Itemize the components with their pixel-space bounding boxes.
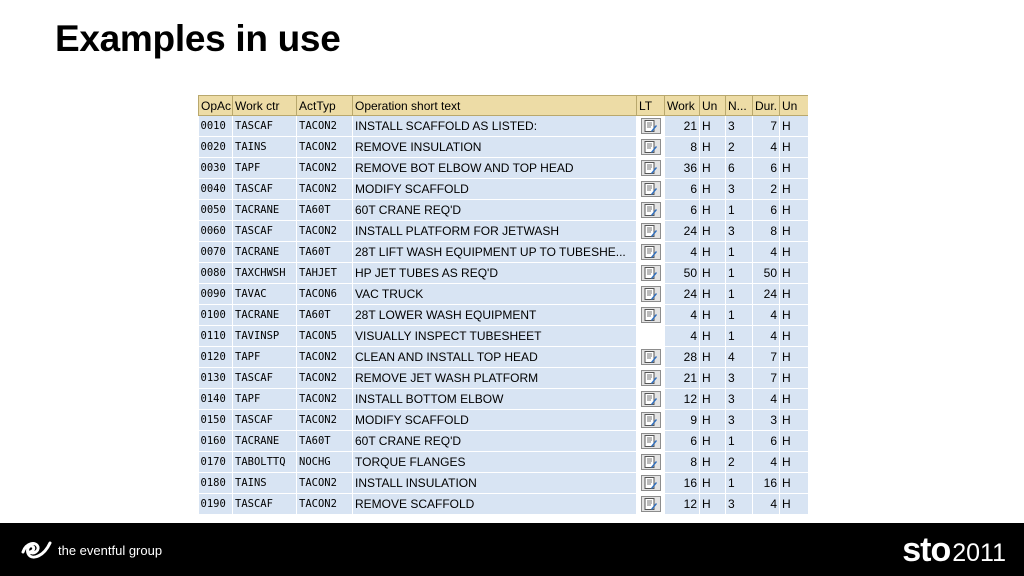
cell-operation-text[interactable]: INSTALL INSULATION — [353, 473, 637, 494]
cell-un2[interactable]: H — [780, 347, 809, 368]
document-edit-icon[interactable] — [641, 202, 661, 218]
table-row[interactable] — [199, 389, 809, 410]
cell-work[interactable]: 4 — [665, 305, 700, 326]
document-edit-icon[interactable] — [641, 475, 661, 491]
cell-dur[interactable]: 2 — [753, 179, 780, 200]
cell-un2[interactable]: H — [780, 389, 809, 410]
cell-acttyp[interactable]: TACON2 — [297, 137, 353, 158]
cell-operation-text[interactable]: CLEAN AND INSTALL TOP HEAD — [353, 347, 637, 368]
operations-grid — [198, 95, 808, 515]
table-row[interactable] — [199, 263, 809, 284]
cell-n[interactable]: 1 — [726, 305, 753, 326]
cell-un2[interactable]: H — [780, 284, 809, 305]
table-row[interactable] — [199, 200, 809, 221]
cell-operation-text[interactable]: INSTALL PLATFORM FOR JETWASH — [353, 221, 637, 242]
cell-dur[interactable]: 7 — [753, 116, 780, 137]
cell-un2[interactable]: H — [780, 368, 809, 389]
cell-n[interactable]: 1 — [726, 263, 753, 284]
table-header-row — [199, 96, 809, 116]
cell-n[interactable]: 4 — [726, 347, 753, 368]
cell-operation-text[interactable]: 28T LIFT WASH EQUIPMENT UP TO TUBESHE... — [353, 242, 637, 263]
cell-acttyp[interactable]: TA60T — [297, 431, 353, 452]
table-row[interactable] — [199, 452, 809, 473]
cell-un[interactable]: H — [700, 473, 726, 494]
cell-work-ctr[interactable]: TACRANE — [233, 200, 297, 221]
cell-n[interactable]: 3 — [726, 179, 753, 200]
cell-work-ctr[interactable]: TAPF — [233, 389, 297, 410]
cell-opac[interactable]: 0170 — [199, 452, 233, 473]
document-edit-icon[interactable] — [641, 181, 661, 197]
cell-n[interactable]: 2 — [726, 452, 753, 473]
cell-work-ctr[interactable]: TAVINSP — [233, 326, 297, 347]
table-row[interactable] — [199, 410, 809, 431]
cell-work-ctr[interactable]: TASCAF — [233, 368, 297, 389]
cell-lt[interactable] — [637, 452, 665, 473]
cell-opac[interactable]: 0140 — [199, 389, 233, 410]
cell-dur[interactable]: 24 — [753, 284, 780, 305]
col-header-un2[interactable]: Un — [780, 96, 809, 116]
cell-un2[interactable]: H — [780, 452, 809, 473]
cell-work-ctr[interactable]: TAINS — [233, 137, 297, 158]
cell-lt[interactable] — [637, 368, 665, 389]
cell-work-ctr[interactable]: TAPF — [233, 158, 297, 179]
cell-operation-text[interactable]: VISUALLY INSPECT TUBESHEET — [353, 326, 637, 347]
sto-logo — [902, 531, 1006, 570]
cell-un[interactable]: H — [700, 179, 726, 200]
cell-work[interactable]: 4 — [665, 326, 700, 347]
col-header-work[interactable]: Work — [665, 96, 700, 116]
cell-work[interactable]: 21 — [665, 368, 700, 389]
cell-un[interactable]: H — [700, 494, 726, 515]
cell-opac[interactable]: 0120 — [199, 347, 233, 368]
cell-un[interactable]: H — [700, 137, 726, 158]
table-body — [199, 116, 809, 515]
cell-un2[interactable]: H — [780, 473, 809, 494]
cell-un2[interactable]: H — [780, 179, 809, 200]
cell-work[interactable]: 21 — [665, 116, 700, 137]
cell-work[interactable]: 12 — [665, 494, 700, 515]
cell-acttyp[interactable]: TACON5 — [297, 326, 353, 347]
cell-opac[interactable]: 0050 — [199, 200, 233, 221]
document-edit-icon[interactable] — [641, 139, 661, 155]
cell-work-ctr[interactable]: TAINS — [233, 473, 297, 494]
cell-acttyp[interactable]: TACON2 — [297, 410, 353, 431]
cell-n[interactable]: 3 — [726, 221, 753, 242]
cell-un2[interactable]: H — [780, 410, 809, 431]
cell-operation-text[interactable]: REMOVE JET WASH PLATFORM — [353, 368, 637, 389]
cell-acttyp[interactable]: TACON2 — [297, 368, 353, 389]
cell-n[interactable]: 3 — [726, 389, 753, 410]
col-header-lt[interactable]: LT — [637, 96, 665, 116]
cell-operation-text[interactable]: VAC TRUCK — [353, 284, 637, 305]
cell-un2[interactable]: H — [780, 263, 809, 284]
cell-work-ctr[interactable]: TACRANE — [233, 305, 297, 326]
cell-work[interactable]: 6 — [665, 200, 700, 221]
cell-lt[interactable] — [637, 158, 665, 179]
cell-n[interactable]: 3 — [726, 410, 753, 431]
cell-work-ctr[interactable]: TAVAC — [233, 284, 297, 305]
document-edit-icon[interactable] — [641, 391, 661, 407]
cell-opac[interactable]: 0020 — [199, 137, 233, 158]
cell-dur[interactable]: 4 — [753, 242, 780, 263]
cell-work-ctr[interactable]: TASCAF — [233, 494, 297, 515]
cell-acttyp[interactable]: TACON2 — [297, 158, 353, 179]
cell-acttyp[interactable]: TACON2 — [297, 389, 353, 410]
cell-work-ctr[interactable]: TASCAF — [233, 116, 297, 137]
cell-lt[interactable] — [637, 137, 665, 158]
cell-n[interactable]: 3 — [726, 116, 753, 137]
cell-opac[interactable]: 0150 — [199, 410, 233, 431]
document-edit-icon[interactable] — [641, 286, 661, 302]
document-edit-icon[interactable] — [641, 265, 661, 281]
document-edit-icon[interactable] — [641, 412, 661, 428]
cell-dur[interactable]: 4 — [753, 389, 780, 410]
cell-dur[interactable]: 16 — [753, 473, 780, 494]
cell-n[interactable]: 3 — [726, 494, 753, 515]
cell-un[interactable]: H — [700, 221, 726, 242]
cell-lt[interactable] — [637, 431, 665, 452]
cell-work-ctr[interactable]: TASCAF — [233, 410, 297, 431]
cell-opac[interactable]: 0030 — [199, 158, 233, 179]
cell-un2[interactable]: H — [780, 158, 809, 179]
cell-opac[interactable]: 0070 — [199, 242, 233, 263]
table-row[interactable] — [199, 494, 809, 515]
cell-acttyp[interactable]: TACON2 — [297, 179, 353, 200]
cell-work-ctr[interactable]: TASCAF — [233, 221, 297, 242]
cell-dur[interactable]: 4 — [753, 137, 780, 158]
operations-table — [198, 95, 808, 515]
cell-dur[interactable]: 4 — [753, 326, 780, 347]
table-row[interactable] — [199, 221, 809, 242]
table-row[interactable] — [199, 158, 809, 179]
cell-work-ctr[interactable]: TACRANE — [233, 242, 297, 263]
cell-n[interactable]: 1 — [726, 431, 753, 452]
document-edit-icon[interactable] — [641, 370, 661, 386]
cell-work[interactable]: 16 — [665, 473, 700, 494]
cell-n[interactable]: 6 — [726, 158, 753, 179]
cell-operation-text[interactable]: MODIFY SCAFFOLD — [353, 410, 637, 431]
cell-operation-text[interactable]: 28T LOWER WASH EQUIPMENT — [353, 305, 637, 326]
cell-un[interactable]: H — [700, 263, 726, 284]
col-header-un[interactable]: Un — [700, 96, 726, 116]
cell-acttyp[interactable]: NOCHG — [297, 452, 353, 473]
cell-acttyp[interactable]: TACON2 — [297, 221, 353, 242]
cell-work[interactable]: 8 — [665, 452, 700, 473]
cell-dur[interactable]: 50 — [753, 263, 780, 284]
cell-un2[interactable]: H — [780, 326, 809, 347]
sto-mark: sto — [902, 531, 951, 569]
cell-operation-text[interactable]: 60T CRANE REQ'D — [353, 431, 637, 452]
document-edit-icon[interactable] — [641, 454, 661, 470]
sto-year: 2011 — [952, 539, 1006, 567]
cell-un2[interactable]: H — [780, 305, 809, 326]
brand-text: the eventful group — [58, 542, 163, 558]
col-header-dur[interactable]: Dur. — [753, 96, 780, 116]
cell-acttyp[interactable]: TACON2 — [297, 116, 353, 137]
cell-lt[interactable] — [637, 242, 665, 263]
cell-dur[interactable]: 8 — [753, 221, 780, 242]
cell-operation-text[interactable]: REMOVE BOT ELBOW AND TOP HEAD — [353, 158, 637, 179]
cell-un[interactable]: H — [700, 326, 726, 347]
cell-acttyp[interactable]: TAHJET — [297, 263, 353, 284]
cell-un[interactable]: H — [700, 431, 726, 452]
cell-dur[interactable]: 7 — [753, 347, 780, 368]
document-edit-icon[interactable] — [641, 349, 661, 365]
cell-n[interactable]: 1 — [726, 326, 753, 347]
cell-un2[interactable]: H — [780, 116, 809, 137]
cell-operation-text[interactable]: MODIFY SCAFFOLD — [353, 179, 637, 200]
cell-un[interactable]: H — [700, 284, 726, 305]
cell-work[interactable]: 4 — [665, 242, 700, 263]
cell-operation-text[interactable]: INSTALL SCAFFOLD AS LISTED: — [353, 116, 637, 137]
cell-un2[interactable]: H — [780, 221, 809, 242]
slide-title: Examples in use — [55, 18, 341, 59]
cell-work-ctr[interactable]: TAPF — [233, 347, 297, 368]
table-row[interactable] — [199, 179, 809, 200]
cell-operation-text[interactable]: 60T CRANE REQ'D — [353, 200, 637, 221]
cell-work[interactable]: 12 — [665, 389, 700, 410]
cell-work[interactable]: 36 — [665, 158, 700, 179]
cell-opac[interactable]: 0110 — [199, 326, 233, 347]
cell-operation-text[interactable]: TORQUE FLANGES — [353, 452, 637, 473]
cell-opac[interactable]: 0100 — [199, 305, 233, 326]
cell-lt[interactable] — [637, 494, 665, 515]
col-header-n[interactable]: N... — [726, 96, 753, 116]
cell-dur[interactable]: 7 — [753, 368, 780, 389]
cell-work[interactable]: 24 — [665, 284, 700, 305]
cell-un[interactable]: H — [700, 368, 726, 389]
document-edit-icon[interactable] — [641, 433, 661, 449]
col-header-opac[interactable]: OpAc — [199, 96, 233, 116]
cell-acttyp[interactable]: TA60T — [297, 242, 353, 263]
cell-dur[interactable]: 6 — [753, 200, 780, 221]
cell-un[interactable]: H — [700, 452, 726, 473]
cell-acttyp[interactable]: TACON2 — [297, 473, 353, 494]
cell-opac[interactable]: 0180 — [199, 473, 233, 494]
cell-opac[interactable]: 0040 — [199, 179, 233, 200]
document-edit-icon[interactable] — [641, 307, 661, 323]
cell-un2[interactable]: H — [780, 200, 809, 221]
cell-lt[interactable] — [637, 263, 665, 284]
table-row[interactable] — [199, 347, 809, 368]
table-row[interactable] — [199, 431, 809, 452]
document-edit-icon[interactable] — [641, 223, 661, 239]
cell-lt[interactable] — [637, 473, 665, 494]
table-row[interactable] — [199, 242, 809, 263]
cell-dur[interactable]: 4 — [753, 305, 780, 326]
table-row[interactable] — [199, 473, 809, 494]
cell-acttyp[interactable]: TA60T — [297, 200, 353, 221]
cell-operation-text[interactable]: REMOVE SCAFFOLD — [353, 494, 637, 515]
cell-un2[interactable]: H — [780, 137, 809, 158]
cell-work-ctr[interactable]: TASCAF — [233, 179, 297, 200]
cell-dur[interactable]: 6 — [753, 431, 780, 452]
document-edit-icon[interactable] — [641, 496, 661, 512]
cell-opac[interactable]: 0090 — [199, 284, 233, 305]
swoosh-logo-icon — [20, 539, 54, 561]
cell-dur[interactable]: 3 — [753, 410, 780, 431]
table-row[interactable] — [199, 137, 809, 158]
col-header-work-ctr[interactable]: Work ctr — [233, 96, 297, 116]
cell-n[interactable]: 1 — [726, 200, 753, 221]
cell-acttyp[interactable]: TACON6 — [297, 284, 353, 305]
cell-lt[interactable] — [637, 305, 665, 326]
cell-work[interactable]: 9 — [665, 410, 700, 431]
cell-un[interactable]: H — [700, 389, 726, 410]
cell-un2[interactable]: H — [780, 431, 809, 452]
col-header-acttyp[interactable]: ActTyp — [297, 96, 353, 116]
cell-acttyp[interactable]: TA60T — [297, 305, 353, 326]
cell-lt[interactable] — [637, 347, 665, 368]
cell-un2[interactable]: H — [780, 494, 809, 515]
cell-dur[interactable]: 6 — [753, 158, 780, 179]
cell-lt[interactable] — [637, 326, 665, 347]
table-row[interactable] — [199, 326, 809, 347]
cell-lt[interactable] — [637, 179, 665, 200]
cell-n[interactable]: 1 — [726, 473, 753, 494]
brand-logo — [20, 539, 162, 561]
document-edit-icon[interactable] — [641, 244, 661, 260]
cell-n[interactable]: 1 — [726, 242, 753, 263]
document-edit-icon[interactable] — [641, 118, 661, 134]
cell-un[interactable]: H — [700, 116, 726, 137]
cell-operation-text[interactable]: REMOVE INSULATION — [353, 137, 637, 158]
table-row[interactable] — [199, 284, 809, 305]
cell-work[interactable]: 24 — [665, 221, 700, 242]
cell-work[interactable]: 28 — [665, 347, 700, 368]
table-row[interactable] — [199, 116, 809, 137]
cell-un[interactable]: H — [700, 242, 726, 263]
cell-un[interactable]: H — [700, 410, 726, 431]
cell-opac[interactable]: 0160 — [199, 431, 233, 452]
cell-work-ctr[interactable]: TACRANE — [233, 431, 297, 452]
cell-work[interactable]: 8 — [665, 137, 700, 158]
cell-un[interactable]: H — [700, 305, 726, 326]
cell-lt[interactable] — [637, 116, 665, 137]
cell-dur[interactable]: 4 — [753, 494, 780, 515]
cell-opac[interactable]: 0190 — [199, 494, 233, 515]
cell-un2[interactable]: H — [780, 242, 809, 263]
cell-work-ctr[interactable]: TABOLTTQ — [233, 452, 297, 473]
cell-lt[interactable] — [637, 389, 665, 410]
col-header-operation-text[interactable]: Operation short text — [353, 96, 637, 116]
cell-opac[interactable]: 0080 — [199, 263, 233, 284]
cell-un[interactable]: H — [700, 158, 726, 179]
cell-opac[interactable]: 0010 — [199, 116, 233, 137]
cell-un[interactable]: H — [700, 200, 726, 221]
cell-acttyp[interactable]: TACON2 — [297, 347, 353, 368]
cell-opac[interactable]: 0060 — [199, 221, 233, 242]
cell-lt[interactable] — [637, 200, 665, 221]
cell-lt[interactable] — [637, 221, 665, 242]
cell-work[interactable]: 6 — [665, 431, 700, 452]
document-edit-icon[interactable] — [641, 160, 661, 176]
cell-operation-text[interactable]: HP JET TUBES AS REQ'D — [353, 263, 637, 284]
table-row[interactable] — [199, 305, 809, 326]
table-row[interactable] — [199, 368, 809, 389]
cell-work[interactable]: 50 — [665, 263, 700, 284]
cell-work[interactable]: 6 — [665, 179, 700, 200]
cell-lt[interactable] — [637, 284, 665, 305]
cell-n[interactable]: 3 — [726, 368, 753, 389]
cell-work-ctr[interactable]: TAXCHWSH — [233, 263, 297, 284]
cell-lt[interactable] — [637, 410, 665, 431]
cell-operation-text[interactable]: INSTALL BOTTOM ELBOW — [353, 389, 637, 410]
cell-n[interactable]: 2 — [726, 137, 753, 158]
cell-acttyp[interactable]: TACON2 — [297, 494, 353, 515]
cell-dur[interactable]: 4 — [753, 452, 780, 473]
cell-un[interactable]: H — [700, 347, 726, 368]
cell-n[interactable]: 1 — [726, 284, 753, 305]
cell-opac[interactable]: 0130 — [199, 368, 233, 389]
footer-bar — [0, 523, 1024, 576]
